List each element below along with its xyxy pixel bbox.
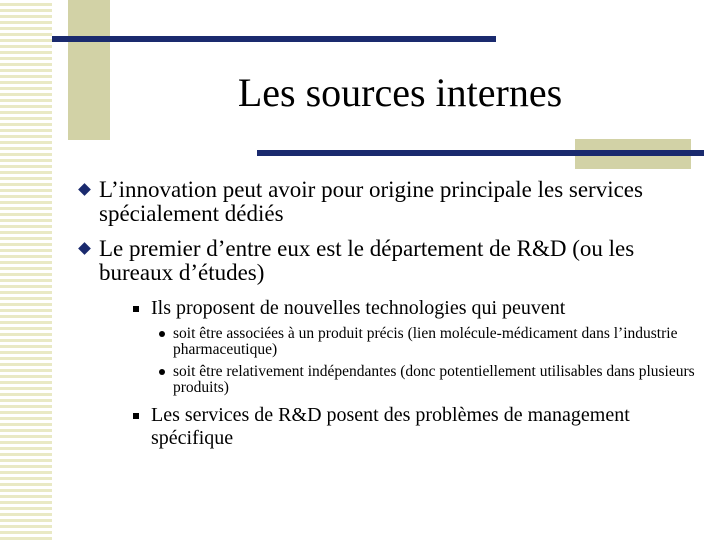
sub-bullet-item-management [130,404,698,450]
sub-sub-bullet-text: soit être associées à un produit précis (lien molécule-médicament dans l’industrie pharmaceutique) [173,325,678,358]
top-rule-decoration [52,36,496,42]
dot-bullet-icon [159,369,165,375]
slide-title: Les sources internes [237,70,563,115]
sub-bullet-text: Les services de R&D posent des problèmes de management spécifique [151,404,630,449]
bullet-text: Le premier d’entre eux est le département de R&D (ou les bureaux d’études) [99,236,635,285]
striped-margin-decoration [0,0,52,540]
diamond-bullet-icon [78,242,91,255]
diamond-bullet-icon [78,183,91,196]
sub-sub-bullet-item-product [157,326,698,358]
bullet-list [78,178,698,450]
sub-bullet-text: Ils proposent de nouvelles technologies qui peuvent [151,297,566,319]
bullet-item-innovation [78,178,698,226]
bottom-rule-decoration [257,150,704,156]
sub-bullet-item-technologies [130,297,698,320]
dot-bullet-icon [159,331,165,337]
sub-sub-bullet-item-independent [157,364,698,396]
sub-sub-bullet-text: soit être relativement indépendantes (donc potentiellement utilisables dans plusieurs produits) [173,363,695,396]
square-bullet-icon [133,306,139,312]
olive-block-top-decoration [68,0,110,140]
square-bullet-icon [133,413,139,419]
bullet-text: L’innovation peut avoir pour origine principale les services spécialement dédiés [99,177,643,226]
bullet-item-rd-department [78,237,698,285]
